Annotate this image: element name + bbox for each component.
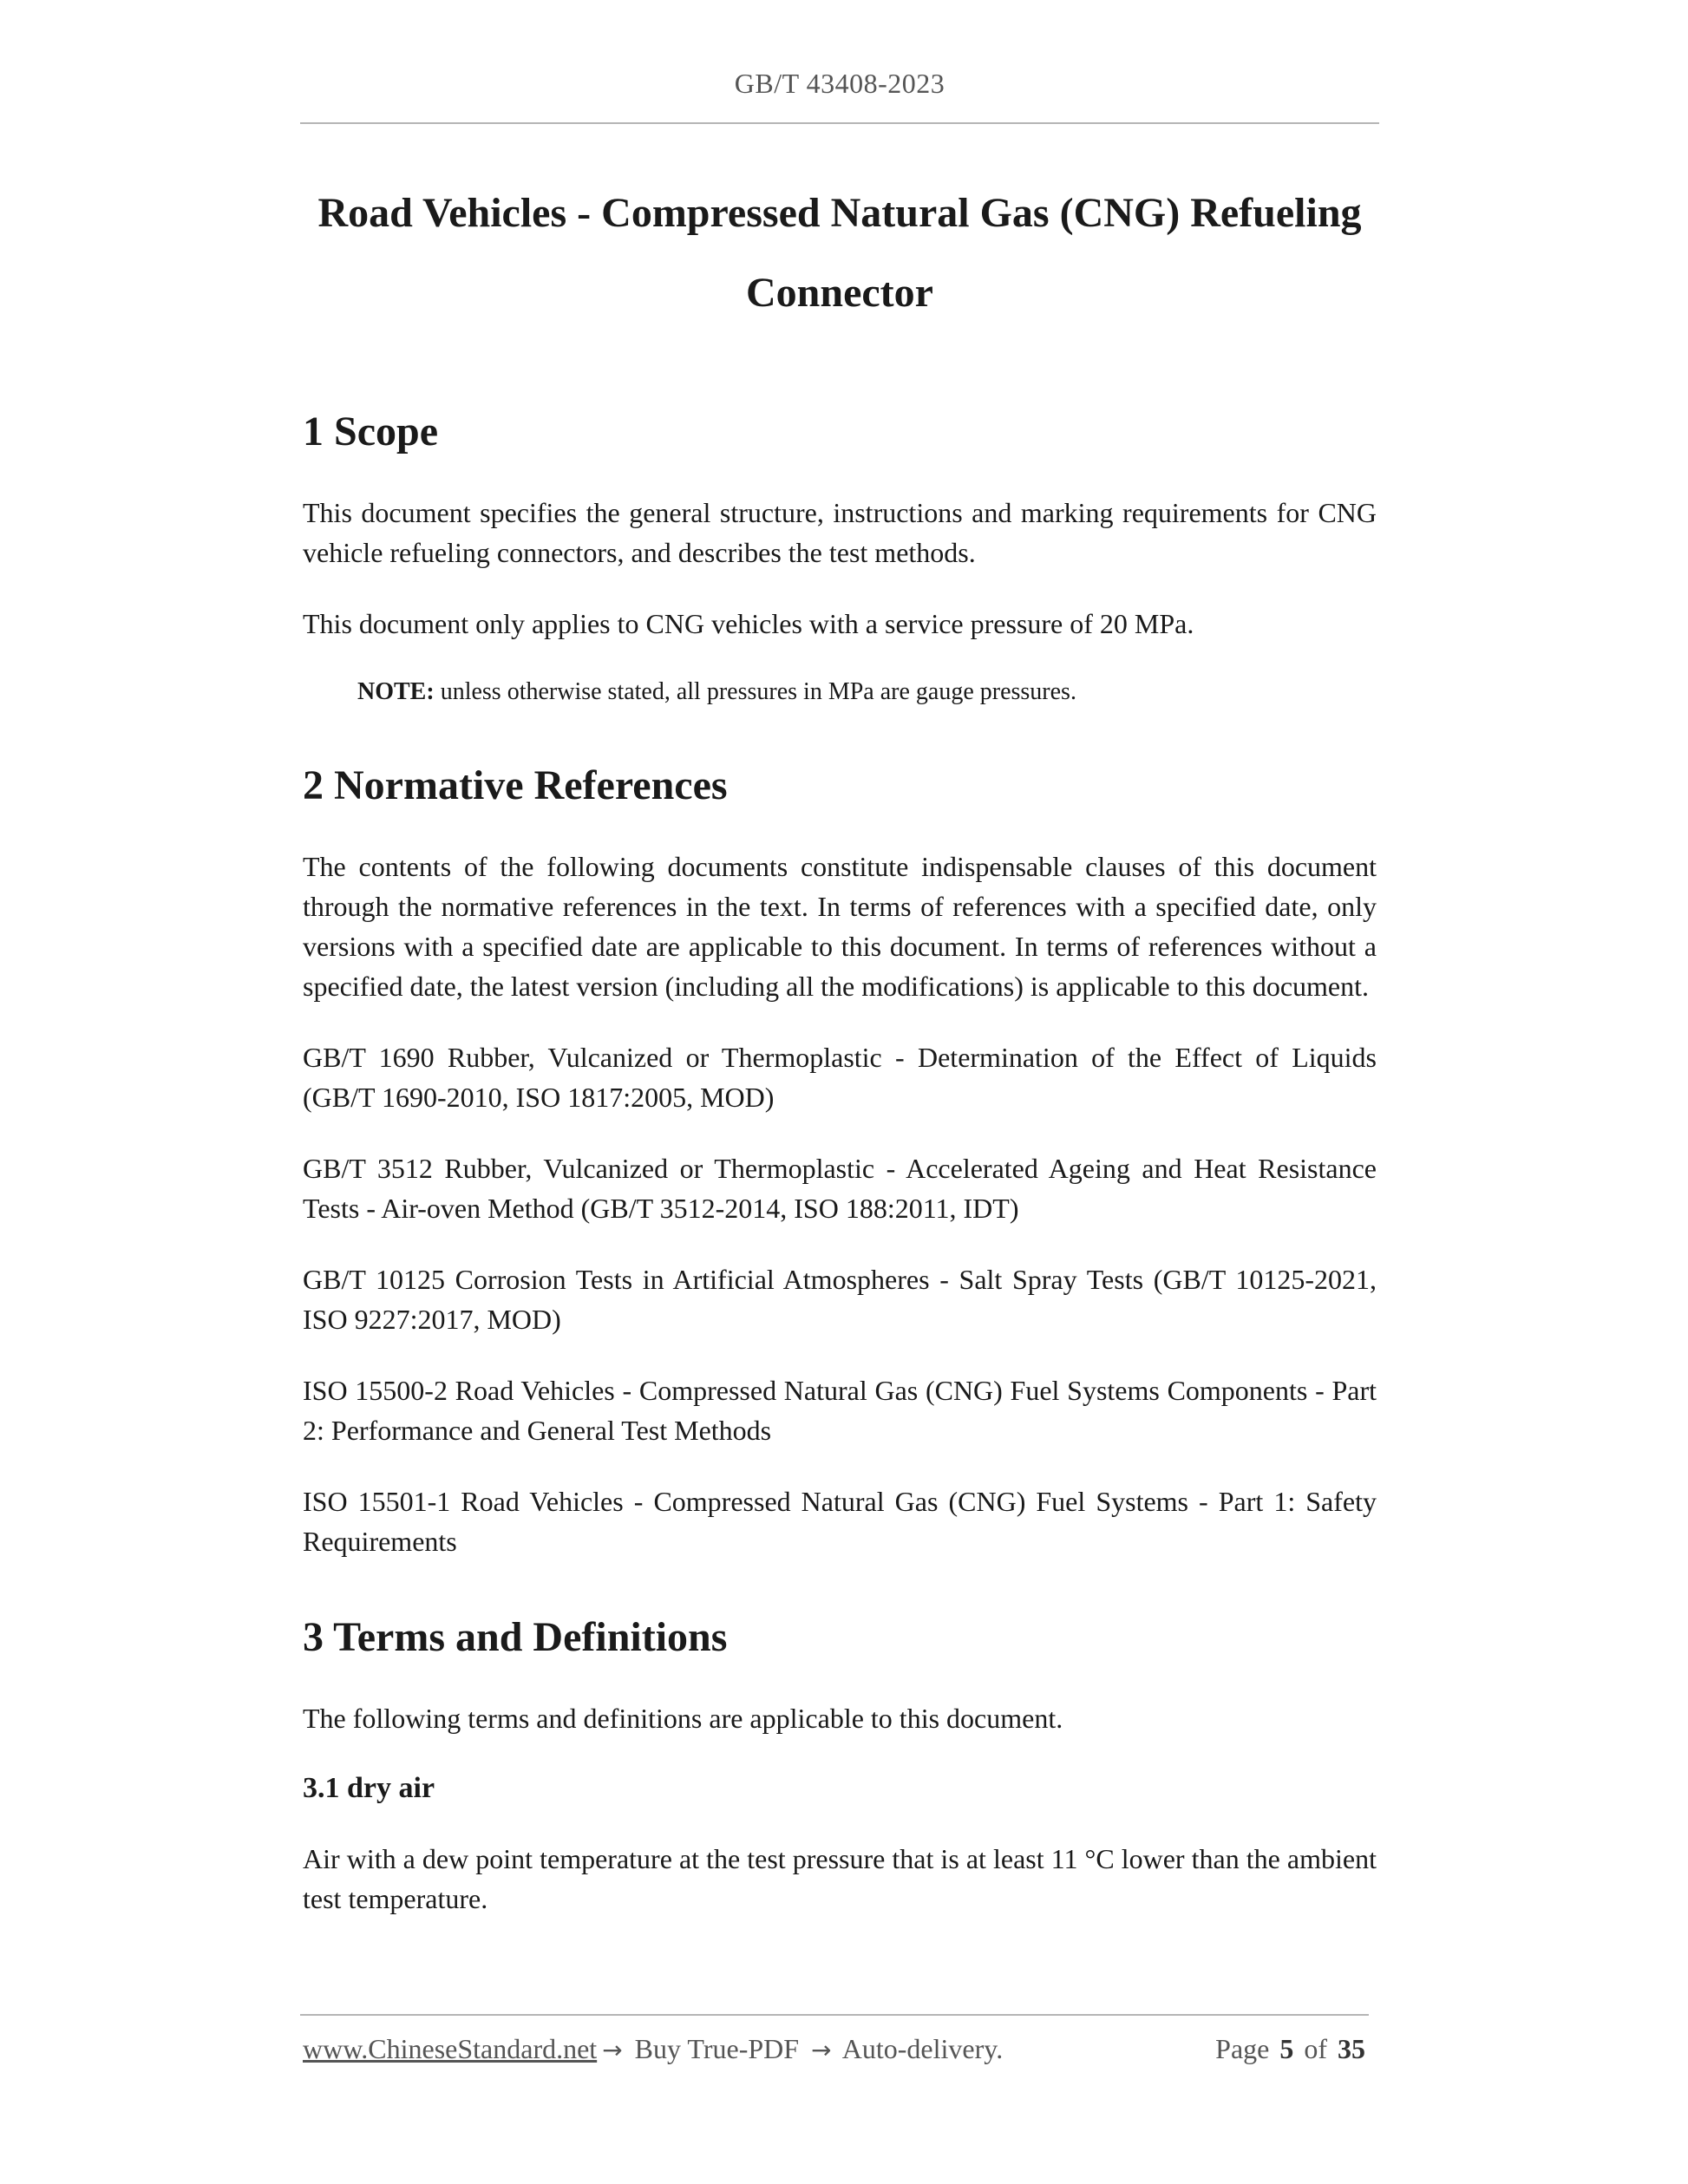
page-footer bbox=[303, 2033, 1369, 2065]
title-line-2: Connector bbox=[746, 270, 933, 316]
document-title bbox=[303, 173, 1377, 333]
section-terms-definitions bbox=[303, 1613, 1377, 1919]
title-line-1: Road Vehicles - Compressed Natural Gas (CNG) Refueling bbox=[317, 190, 1362, 236]
section-scope bbox=[303, 408, 1377, 709]
footer-delivery-text: Auto-delivery. bbox=[836, 2033, 1004, 2064]
scope-note bbox=[357, 675, 1377, 709]
current-page: 5 bbox=[1279, 2033, 1294, 2064]
arrow-right-icon: → bbox=[602, 2036, 623, 2064]
term-definition-dry-air: Air with a dew point temperature at the test pressure that is at least 11 °C lower than the ambient test temperature. bbox=[303, 1843, 1377, 1914]
references-intro: The contents of the following documents constitute indispensable clauses of this document through the normative references in the text. In terms of references with a specified date, only versions with a specified date are applicable to this document. In terms of references without a specified date, the latest version (including all the modifications) is applicable to this document. bbox=[303, 851, 1377, 1002]
note-text: unless otherwise stated, all pressures in MPa are gauge pressures. bbox=[434, 678, 1076, 705]
footer-promo bbox=[303, 2033, 1003, 2065]
reference-item: ISO 15501-1 Road Vehicles - Compressed Natural Gas (CNG) Fuel Systems - Part 1: Safety Requirements bbox=[303, 1486, 1377, 1557]
reference-item: ISO 15500-2 Road Vehicles - Compressed Natural Gas (CNG) Fuel Systems Components - Part 2: Performance and General Test Methods bbox=[303, 1375, 1377, 1446]
section-heading-terms: 3 Terms and Definitions bbox=[303, 1614, 728, 1660]
page-word: Page bbox=[1215, 2033, 1270, 2064]
note-label: NOTE: bbox=[357, 678, 435, 705]
section-heading-references: 2 Normative References bbox=[303, 762, 728, 808]
page-number bbox=[1215, 2033, 1369, 2065]
total-pages: 35 bbox=[1338, 2033, 1365, 2064]
section-normative-references bbox=[303, 762, 1377, 1561]
website-link[interactable]: www.ChineseStandard.net bbox=[303, 2033, 598, 2064]
footer-buy-text: Buy True-PDF bbox=[627, 2033, 807, 2064]
header-divider bbox=[300, 122, 1379, 124]
terms-intro: The following terms and definitions are applicable to this document. bbox=[303, 1703, 1063, 1734]
of-word: of bbox=[1304, 2033, 1327, 2064]
page-content bbox=[303, 173, 1377, 1950]
reference-item: GB/T 10125 Corrosion Tests in Artificial Atmospheres - Salt Spray Tests (GB/T 10125-2021, ISO 9227:2017, MOD) bbox=[303, 1264, 1377, 1335]
section-heading-scope: 1 Scope bbox=[303, 409, 438, 454]
reference-item: GB/T 3512 Rubber, Vulcanized or Thermoplastic - Accelerated Ageing and Heat Resistance Tests - Air-oven Method (GB/T 3512-2014, ISO 188:2011, IDT) bbox=[303, 1153, 1377, 1224]
running-header: GB/T 43408-2023 bbox=[734, 68, 945, 99]
reference-item: GB/T 1690 Rubber, Vulcanized or Thermoplastic - Determination of the Effect of Liquids (GB/T 1690-2010, ISO 1817:2005, MOD) bbox=[303, 1042, 1377, 1113]
footer-divider bbox=[300, 2014, 1369, 2016]
scope-paragraph-2: This document only applies to CNG vehicles with a service pressure of 20 MPa. bbox=[303, 608, 1194, 639]
scope-paragraph-1: This document specifies the general structure, instructions and marking requirements for CNG vehicle refueling connectors, and describes the test methods. bbox=[303, 497, 1377, 568]
arrow-right-icon: → bbox=[811, 2036, 832, 2064]
term-heading-dry-air: 3.1 dry air bbox=[303, 1772, 435, 1804]
